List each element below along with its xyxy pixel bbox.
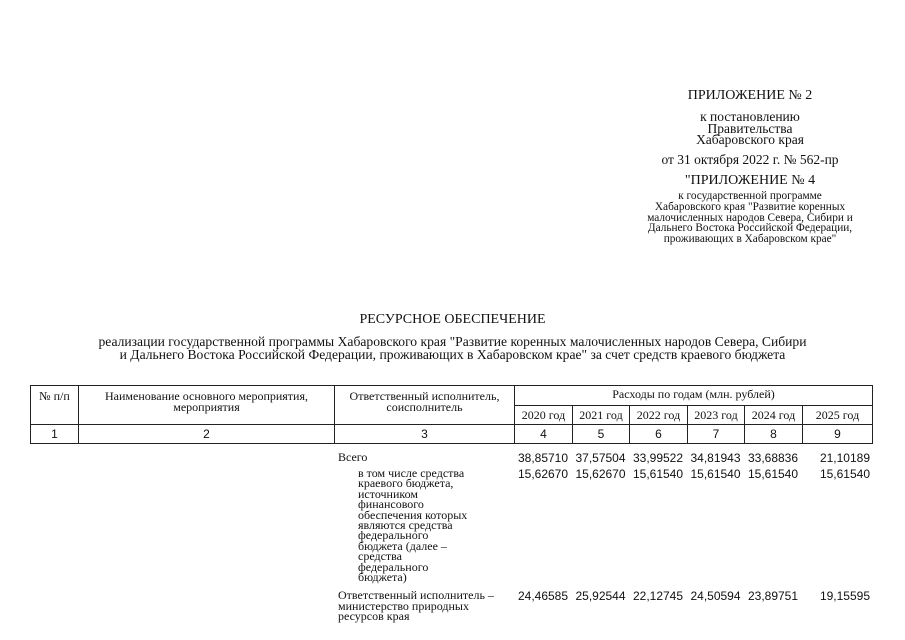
row-label: в том числе средства краевого бюджета, источником финансового обеспечения которых являются средства федерального бюджета (далее – средства федерального бюджета): [358, 466, 468, 585]
col-number-cell: 7: [688, 425, 745, 444]
col-number-cell: 9: [803, 425, 873, 444]
appendix-line: к постановлению: [700, 109, 800, 124]
value-cell: 25,92544: [575, 589, 626, 604]
appendix-line: Правительства: [707, 120, 793, 136]
sub-appendix-line: Дальнего Востока Российской Федерации,: [647, 222, 853, 235]
sub-appendix-header: [600, 174, 900, 245]
heading-subtitle-line: реализации государственной программы Хабаровского края "Развитие коренных малочисленных народов Севера, Сибири: [98, 334, 807, 349]
value-cell: 34,81943: [690, 451, 741, 465]
value-cell: 37,57504: [575, 451, 626, 465]
col-header-year: 2025 год: [803, 406, 873, 425]
value-cell: 33,68836: [747, 451, 799, 465]
resource-table-body: [30, 447, 872, 622]
resource-table-header: [30, 385, 873, 444]
col-number-cell: 2: [79, 425, 335, 444]
value-cell: 15,61540: [819, 467, 870, 481]
table-row: [30, 447, 872, 464]
appendix-header: [600, 89, 900, 166]
heading-subtitle-line: и Дальнего Востока Российской Федерации, проживающих в Хабаровском крае" за счет средств краевого бюджета: [119, 347, 786, 362]
value-cell: 38,85710: [517, 451, 569, 465]
row-label: Ответственный исполнитель – министерство природных ресурсов края: [338, 588, 494, 624]
col-header-year: 2022 год: [630, 406, 688, 425]
value-cell: 22,12745: [632, 589, 684, 604]
col-number-cell: 3: [335, 425, 515, 444]
value-cell: 24,50594: [690, 589, 741, 604]
sub-appendix-title: "ПРИЛОЖЕНИЕ № 4: [684, 173, 816, 188]
appendix-date: от 31 октября 2022 г. № 562-пр: [661, 151, 839, 167]
col-header-year: 2020 год: [515, 406, 573, 425]
value-cell: 24,46585: [517, 589, 569, 604]
col-number-cell: 6: [630, 425, 688, 444]
heading-title: РЕСУРСНОЕ ОБЕСПЕЧЕНИЕ: [359, 312, 546, 327]
value-cell: 15,62670: [575, 467, 626, 481]
col-number-cell: 5: [573, 425, 630, 444]
col-number-cell: 8: [745, 425, 803, 444]
sub-appendix-line: к государственной программе: [678, 190, 822, 202]
value-cell: 15,61540: [690, 467, 741, 481]
col-header-year: 2024 год: [745, 406, 803, 425]
col-header-number: № п/п: [31, 386, 79, 425]
sub-appendix-line: Хабаровского края "Развитие коренных: [654, 200, 846, 213]
value-cell: 15,62670: [517, 467, 569, 481]
value-cell: 15,61540: [747, 467, 799, 481]
col-number-cell: 4: [515, 425, 573, 444]
value-cell: 23,89751: [747, 589, 799, 604]
col-header-name: Наименование основного мероприятия, мероприятия: [79, 386, 335, 425]
appendix-line: Хабаровского края: [696, 132, 804, 148]
col-header-year: 2021 год: [573, 406, 630, 425]
col-header-executor: Ответственный исполнитель, соисполнитель: [335, 386, 515, 425]
col-header-year: 2023 год: [688, 406, 745, 425]
value-cell: 33,99522: [632, 451, 684, 465]
appendix-title: ПРИЛОЖЕНИЕ № 2: [687, 88, 813, 103]
col-header-expenses: Расходы по годам (млн. рублей): [515, 386, 873, 406]
value-cell: 21,10189: [819, 451, 870, 465]
value-cell: 15,61540: [632, 467, 684, 481]
sub-appendix-line: малочисленных народов Севера, Сибири и: [647, 211, 853, 224]
row-label: Всего: [338, 450, 368, 464]
sub-appendix-line: проживающих в Хабаровском крае": [663, 233, 837, 246]
document-heading: [0, 313, 905, 361]
table-row: [30, 586, 872, 621]
table-row: [30, 464, 872, 582]
col-number-cell: 1: [31, 425, 79, 444]
value-cell: 19,15595: [819, 589, 870, 604]
